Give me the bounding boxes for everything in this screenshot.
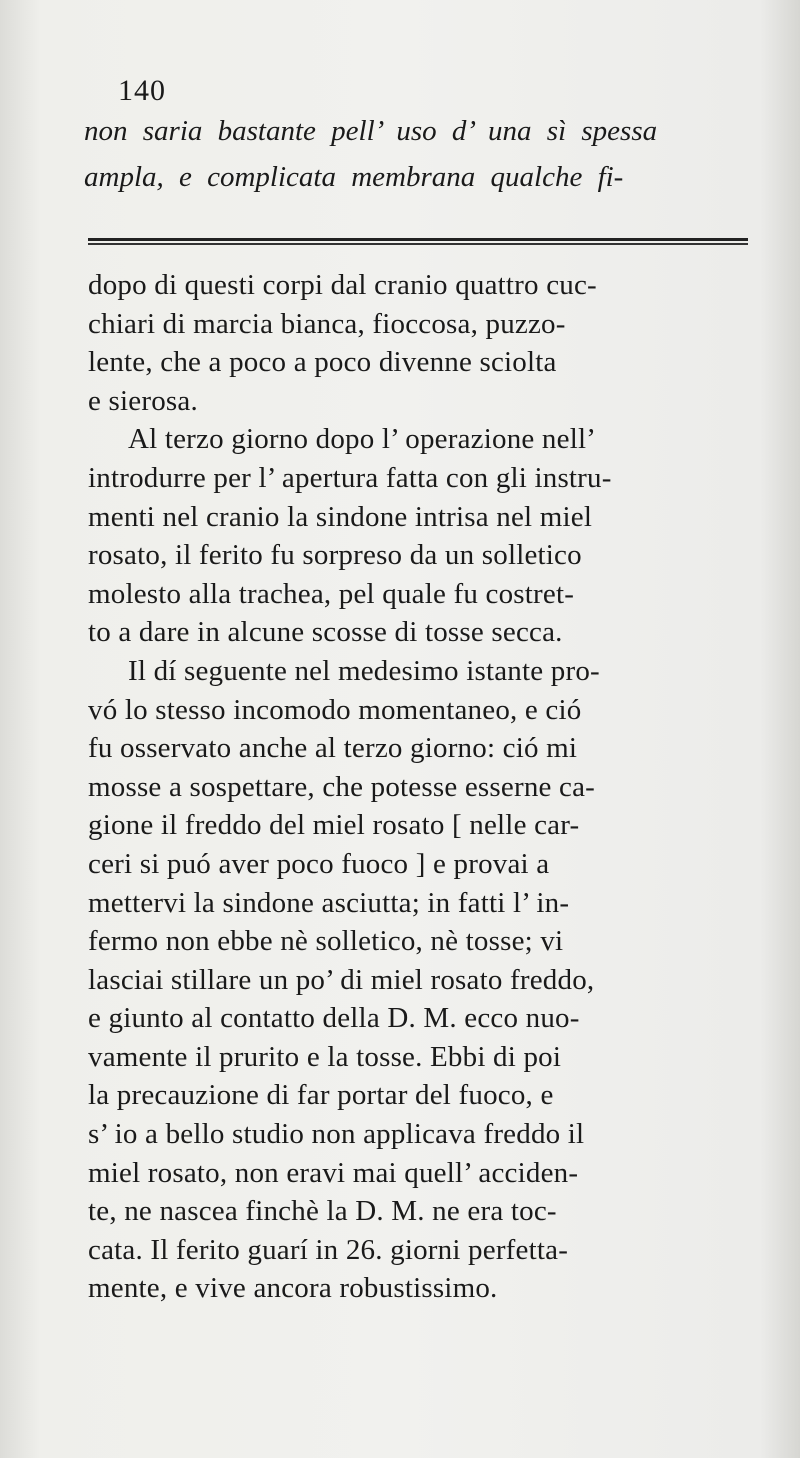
body-line: fermo non ebbe nè solletico, nè tosse; vi <box>88 925 564 958</box>
body-line: molesto alla trachea, pel quale fu costret- <box>88 577 575 610</box>
body-line: lasciai stillare un po’ di miel rosato freddo, <box>88 963 595 996</box>
body-line: mente, e vive ancora robustissimo. <box>88 1272 498 1305</box>
body-line: introdurre per l’ apertura fatta con gli instru- <box>88 461 612 494</box>
body-line: Il dí seguente nel medesimo istante pro- <box>128 654 600 687</box>
body-line: la precauzione di far portar del fuoco, e <box>88 1079 554 1112</box>
body-line: miel rosato, non eravi mai quell’ acciden- <box>88 1156 579 1189</box>
header-line: ampla, e complicata membrana qualche fi- <box>84 161 624 193</box>
body-line: s’ io a bello studio non applicava freddo il <box>88 1118 585 1151</box>
body-line: cata. Il ferito guarí in 26. giorni perfetta- <box>88 1233 569 1266</box>
body-line: chiari di marcia bianca, fioccosa, puzzo- <box>88 307 566 340</box>
body-line: dopo di questi corpi dal cranio quattro cuc- <box>88 269 597 301</box>
body-line: lente, che a poco a poco divenne sciolta <box>88 346 557 379</box>
body-line: Al terzo giorno dopo l’ operazione nell’ <box>128 423 597 456</box>
body-line: e giunto al contatto della D. M. ecco nuo- <box>88 1002 580 1035</box>
body-line: fu osservato anche al terzo giorno: ció mi <box>88 732 578 765</box>
body-line: te, ne nascea finchè la D. M. ne era toc- <box>88 1195 557 1228</box>
page-number: 140 <box>118 74 166 107</box>
double-rule-divider <box>88 238 748 246</box>
header-italic-text <box>84 108 764 200</box>
body-line: rosato, il ferito fu sorpreso da un solletico <box>88 539 582 572</box>
body-line: menti nel cranio la sindone intrisa nel miel <box>88 500 593 533</box>
body-line: gione il freddo del miel rosato [ nelle car- <box>88 809 580 842</box>
body-line: vamente il prurito e la tosse. Ebbi di poi <box>88 1040 562 1073</box>
body-line: to a dare in alcune scosse di tosse secca. <box>88 616 563 649</box>
header-line: non saria bastante pell’ uso d’ una sì spessa <box>84 115 658 147</box>
body-line: vó lo stesso incomodo momentaneo, e ció <box>88 693 582 726</box>
body-line: ceri si puó aver poco fuoco ] e provai a <box>88 847 550 880</box>
body-line: e sierosa. <box>88 384 198 417</box>
body-text <box>88 266 768 1308</box>
body-line: mettervi la sindone asciutta; in fatti l’ in- <box>88 886 570 919</box>
body-line: mosse a sospettare, che potesse esserne ca- <box>88 770 596 803</box>
